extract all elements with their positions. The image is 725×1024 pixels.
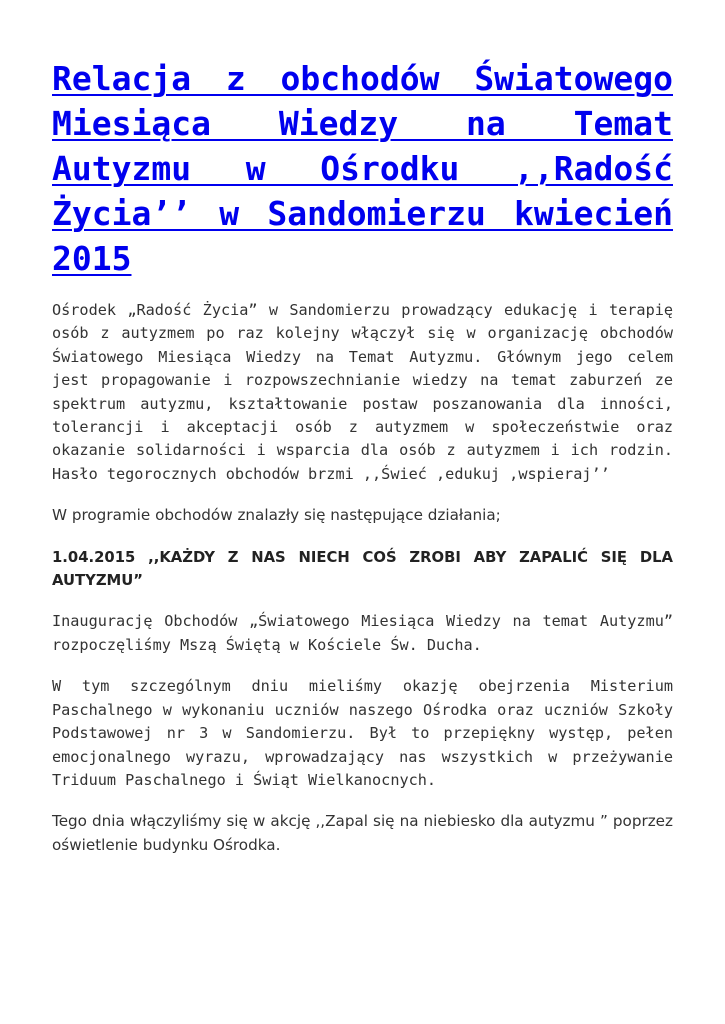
article-title [52, 56, 673, 281]
paragraph-intro: Ośrodek „Radość Życia” w Sandomierzu prowadzący edukację i terapię osób z autyzmem po raz kolejny włączył się w organizację obchodów Światowego Miesiąca Wiedzy na Temat Autyzmu. Głównym jego celem jest propagowanie i rozpowszechnianie wiedzy na temat zaburzeń ze spektrum autyzmu, kształtowanie postaw poszanowania dla inności, tolerancji i akceptacji osób z autyzmem w społeczeństwie oraz okazanie solidarności i wsparcia dla osób z autyzmem i ich rodzin. Hasło tegorocznych obchodów brzmi ,,Świeć ,edukuj ,wspieraj’’ [52, 301, 673, 483]
article [52, 56, 673, 875]
article-title-link[interactable]: Relacja z obchodów Światowego Miesiąca Wiedzy na Temat Autyzmu w Ośrodku ,,Radość Życia’’ w Sandomierzu kwiecień 2015 [52, 59, 673, 278]
section-heading-date: 1.04.2015 ,,KAŻDY Z NAS NIECH COŚ ZROBI ABY ZAPALIĆ SIĘ DLA AUTYZMU” [52, 548, 673, 590]
paragraph-misterium: W tym szczególnym dniu mieliśmy okazję obejrzenia Misterium Paschalnego w wykonaniu uczniów naszego Ośrodka oraz uczniów Szkoły Podstawowej nr 3 w Sandomierzu. Był to przepiękny występ, pełen emocjonalnego wyrazu, wprowadzający nas wszystkich w przeżywanie Triduum Paschalnego i Świąt Wielkanocnych. [52, 677, 673, 789]
paragraph-blue-action: Tego dnia włączyliśmy się w akcję ,,Zapal się na niebiesko dla autyzmu ” poprzez oświetlenie budynku Ośrodka. [52, 812, 673, 854]
paragraph-inauguration: Inaugurację Obchodów „Światowego Miesiąca Wiedzy na temat Autyzmu” rozpoczęliśmy Mszą Świętą w Kościele Św. Ducha. [52, 612, 673, 654]
paragraph-program: W programie obchodów znalazły się następujące działania; [52, 506, 501, 525]
